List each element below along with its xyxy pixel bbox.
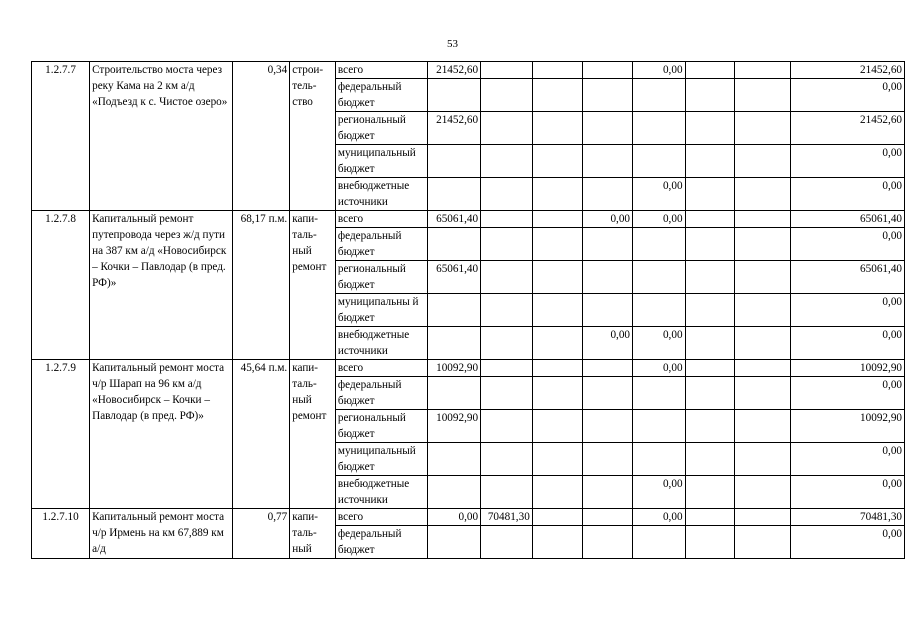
year-value [428,178,481,211]
total-value: 0,00 [791,228,905,261]
year-value [532,211,583,228]
year-value [481,178,533,211]
total-value: 65061,40 [791,211,905,228]
project-name: Строительство моста через реку Кама на 2 км а/д «Подъезд к с. Чистое озеро» [90,62,232,211]
funding-source: всего [335,509,427,526]
year-value [685,145,735,178]
year-value [428,294,481,327]
year-value [481,360,533,377]
year-value [481,62,533,79]
year-value [685,261,735,294]
project-type: капи-таль-ный ремонт [290,360,336,509]
funding-source: всего [335,211,427,228]
project-type: строи-тель-ство [290,62,336,211]
year-value [735,62,791,79]
year-value: 0,00 [633,509,686,526]
year-value [735,79,791,112]
year-value [583,377,633,410]
year-value [481,228,533,261]
year-value [685,327,735,360]
project-code: 1.2.7.9 [32,360,90,509]
year-value [633,377,686,410]
table-row [32,509,905,526]
year-value [633,112,686,145]
year-value [532,327,583,360]
funding-source: внебюджетные источники [335,327,427,360]
year-value [633,145,686,178]
year-value [685,509,735,526]
year-value: 65061,40 [428,261,481,294]
funding-source: муниципальный бюджет [335,145,427,178]
year-value [481,211,533,228]
year-value [735,228,791,261]
project-type: капи-таль-ный ремонт [290,211,336,360]
year-value: 0,00 [633,211,686,228]
total-value: 10092,90 [791,360,905,377]
year-value [735,294,791,327]
year-value [685,360,735,377]
year-value [481,294,533,327]
year-value [428,526,481,559]
year-value [428,79,481,112]
year-value [685,79,735,112]
table-row [32,62,905,79]
year-value [532,261,583,294]
year-value: 0,00 [633,178,686,211]
table-row [32,360,905,377]
total-value: 10092,90 [791,410,905,443]
year-value: 0,00 [583,211,633,228]
total-value: 0,00 [791,327,905,360]
year-value: 0,00 [428,509,481,526]
funding-source: региональный бюджет [335,410,427,443]
year-value [481,112,533,145]
funding-source: федеральный бюджет [335,377,427,410]
year-value [532,79,583,112]
year-value [532,377,583,410]
year-value [735,261,791,294]
total-value: 0,00 [791,79,905,112]
year-value [583,410,633,443]
total-value: 21452,60 [791,62,905,79]
year-value [685,62,735,79]
project-length: 0,77 [232,509,290,559]
year-value [685,228,735,261]
year-value [532,526,583,559]
year-value [481,261,533,294]
year-value [735,509,791,526]
year-value [583,526,633,559]
total-value: 0,00 [791,443,905,476]
year-value [685,211,735,228]
year-value [633,294,686,327]
year-value [481,327,533,360]
year-value [532,294,583,327]
year-value [583,360,633,377]
year-value [685,526,735,559]
year-value [735,178,791,211]
year-value [481,410,533,443]
funding-source: федеральный бюджет [335,526,427,559]
year-value [583,443,633,476]
year-value [428,476,481,509]
year-value [685,294,735,327]
total-value: 70481,30 [791,509,905,526]
funding-source: муниципальный бюджет [335,443,427,476]
table-row [32,211,905,228]
year-value [583,509,633,526]
year-value [532,509,583,526]
year-value: 0,00 [633,476,686,509]
year-value [633,443,686,476]
year-value [735,327,791,360]
year-value [481,145,533,178]
year-value [481,476,533,509]
year-value [532,360,583,377]
total-value: 0,00 [791,526,905,559]
funding-source: федеральный бюджет [335,228,427,261]
year-value [735,377,791,410]
year-value [583,294,633,327]
year-value [583,145,633,178]
year-value [685,178,735,211]
total-value: 0,00 [791,476,905,509]
year-value [428,228,481,261]
year-value [532,228,583,261]
project-length: 45,64 п.м. [232,360,290,509]
year-value: 65061,40 [428,211,481,228]
year-value: 0,00 [633,360,686,377]
year-value: 10092,90 [428,360,481,377]
year-value [583,228,633,261]
funding-source: региональный бюджет [335,112,427,145]
year-value [685,476,735,509]
year-value: 10092,90 [428,410,481,443]
funding-source: федеральный бюджет [335,79,427,112]
year-value: 21452,60 [428,112,481,145]
year-value [735,211,791,228]
year-value [481,79,533,112]
total-value: 0,00 [791,377,905,410]
page-number: 53 [447,38,458,50]
funding-source: муниципальны й бюджет [335,294,427,327]
year-value [735,360,791,377]
year-value [685,112,735,145]
total-value: 0,00 [791,294,905,327]
funding-source: региональный бюджет [335,261,427,294]
year-value [481,443,533,476]
year-value [428,145,481,178]
year-value [428,377,481,410]
project-name: Капитальный ремонт моста ч/р Ирмень на км 67,889 км а/д [90,509,232,559]
total-value: 21452,60 [791,112,905,145]
year-value [735,476,791,509]
year-value: 0,00 [633,62,686,79]
year-value [633,79,686,112]
total-value: 0,00 [791,178,905,211]
year-value [583,476,633,509]
year-value [633,410,686,443]
year-value [735,410,791,443]
year-value [735,112,791,145]
project-length: 0,34 [232,62,290,211]
year-value [532,410,583,443]
year-value [583,62,633,79]
year-value [583,261,633,294]
year-value [583,79,633,112]
year-value [428,443,481,476]
project-code: 1.2.7.7 [32,62,90,211]
year-value [735,443,791,476]
project-name: Капитальный ремонт путепровода через ж/д пути на 387 км а/д «Новосибирск – Кочки – Павлодар (в пред. РФ)» [90,211,232,360]
project-code: 1.2.7.10 [32,509,90,559]
year-value [532,476,583,509]
year-value [532,178,583,211]
year-value: 70481,30 [481,509,533,526]
year-value: 21452,60 [428,62,481,79]
total-value: 0,00 [791,145,905,178]
funding-source: внебюджетные источники [335,476,427,509]
year-value [583,112,633,145]
budget-table [31,61,905,559]
year-value [481,377,533,410]
year-value [685,443,735,476]
year-value [685,410,735,443]
funding-source: внебюджетные источники [335,178,427,211]
project-type: капи-таль-ный [290,509,336,559]
project-code: 1.2.7.8 [32,211,90,360]
year-value [633,526,686,559]
year-value [583,178,633,211]
year-value [532,112,583,145]
year-value [428,327,481,360]
funding-source: всего [335,62,427,79]
year-value [735,145,791,178]
year-value [633,261,686,294]
year-value [685,377,735,410]
year-value [532,443,583,476]
year-value [481,526,533,559]
project-length: 68,17 п.м. [232,211,290,360]
year-value [532,145,583,178]
year-value [735,526,791,559]
year-value: 0,00 [583,327,633,360]
year-value [532,62,583,79]
total-value: 65061,40 [791,261,905,294]
project-name: Капитальный ремонт моста ч/р Шарап на 96 км а/д «Новосибирск – Кочки – Павлодар (в пред. РФ)» [90,360,232,509]
year-value [633,228,686,261]
table-body [32,62,905,559]
year-value: 0,00 [633,327,686,360]
funding-source: всего [335,360,427,377]
